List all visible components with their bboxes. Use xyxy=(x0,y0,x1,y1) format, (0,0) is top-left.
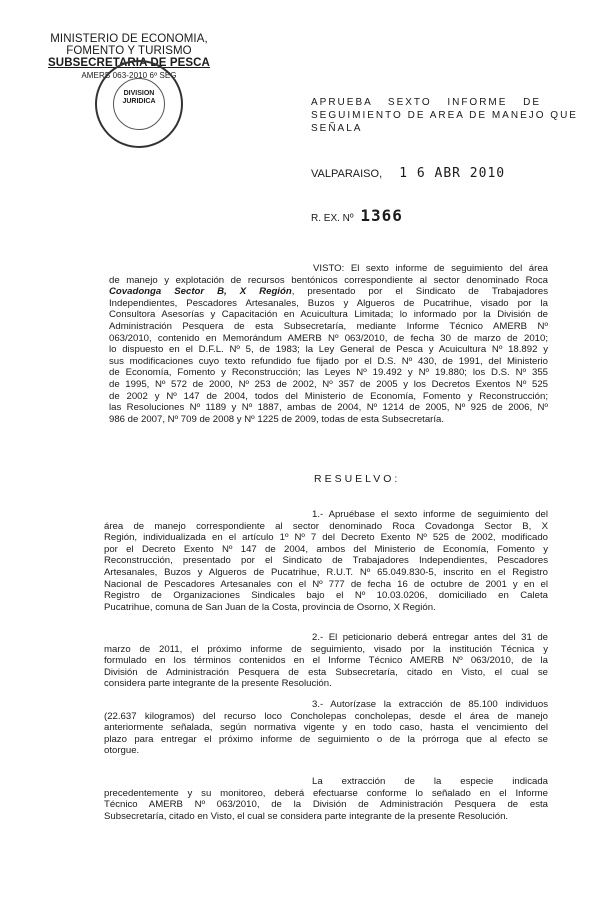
subsecretaria-name: SUBSECRETARIA DE PESCA xyxy=(48,57,210,69)
place-date xyxy=(311,166,551,181)
visto-line: Independientes, Pescadores Artesanales, Buzos y Algueros de Pucatrihue, visado por la xyxy=(109,297,548,309)
reference-code: AMERB 063-2010 6º SEG xyxy=(81,71,177,80)
p4-line: Técnico AMERB Nº 063/2010, de la División de Administración Pesquera de esta xyxy=(104,799,548,811)
resuelvo-paragraph-3 xyxy=(104,699,548,757)
visto-line xyxy=(109,275,548,287)
ministry-name-2: FOMENTO Y TURISMO xyxy=(66,45,192,57)
p1-line: Registro de Organizaciones Sindicales bajo el Nº 10.03.0206, domiciliado en Caleta xyxy=(104,590,548,602)
resolution-label: R. EX. Nº xyxy=(311,213,354,224)
division-juridica-stamp xyxy=(95,60,183,148)
visto-line: de 1995, Nº 572 de 2000, Nº 253 de 2002, Nº 357 de 2005 y los Decretos Exentos Nº 525 xyxy=(109,378,548,390)
p1-line: Reconstrucción, presentado por el Sindicato de Trabajadores Independientes, Pescadores xyxy=(104,555,548,567)
p1-line: Nacional de Pescadores Artesanales con el Nº 777 de fecha 16 de octubre de 2001 y en el xyxy=(104,578,548,590)
p2-line: División de Administración Pesquera de esta Subsecretaría, citado en Visto, el cual se xyxy=(104,666,548,678)
visto-line: las Resoluciones Nº 1189 y Nº 1887, ambas de 2004, Nº 1214 de 2005, Nº 925 de 2006, Nº xyxy=(109,402,548,414)
visto-line: sus modificaciones cuyo texto refundido fue fijado por el D.S. Nº 430, de 1991, del Ministerio xyxy=(109,355,548,367)
visto-line: VISTO: El sexto informe de seguimiento del área xyxy=(313,263,548,274)
subject-line-1: APRUEBA SEXTO INFORME DE xyxy=(311,97,541,108)
place: VALPARAISO, xyxy=(311,168,383,180)
resuelvo-paragraph-2 xyxy=(104,632,548,690)
resolution-subject xyxy=(311,96,578,135)
visto-paragraph xyxy=(109,263,548,425)
visto-line-text: de manejo y explotación de recursos bentónicos correspondiente al sector denominado Roca xyxy=(109,274,548,286)
stamp-line-1: DIVISION xyxy=(123,90,155,97)
visto-line: Administración Pesquera de esta Subsecretaría, mediante Informe Técnico AMERB Nº xyxy=(109,320,548,332)
stamp-text xyxy=(109,90,169,106)
p3-line: (22.637 kilogramos) del recurso loco Concholepas concholepas, desde el área de manejo xyxy=(104,710,548,722)
visto-line: 986 de 2007, Nº 709 de 2008 y Nº 1225 de 2009, todas de esta Subsecretaría. xyxy=(109,413,445,425)
p4-line: La extracción de la especie indicada xyxy=(312,776,548,787)
p3-line: plazo para entregar el próximo informe de seguimiento o de la prórroga que al efecto se xyxy=(104,733,548,745)
resolution-number-block xyxy=(311,206,403,225)
visto-line: de 2002 y Nº 147 de 2004, todos del Ministerio de Economía, Fomento y Reconstrucción; xyxy=(109,390,548,402)
subject-line-3: SEÑALA xyxy=(311,123,363,134)
visto-line: 063/2010, contenido en Memorándum AMERB Nº 063/2010, de fecha 30 de marzo de 2010; xyxy=(109,332,548,344)
resuelvo-paragraph-4 xyxy=(104,776,548,822)
visto-line: Consultora Asesorías y Capacitación en Acuicultura Limitada; lo informado por la División de xyxy=(109,309,548,321)
ministry-name: MINISTERIO DE ECONOMIA, xyxy=(50,33,208,45)
emphasis: Covadonga Sector B, X Región xyxy=(109,286,292,298)
p2-line: considera parte integrante de la presente Resolución. xyxy=(104,678,332,690)
p1-line: Región, individualizada en el artículo 1º Nº 7 del Decreto Exento Nº 525 de 2002, modificado xyxy=(104,532,548,544)
p1-line: 1.- Apruébase el sexto informe de seguimiento del xyxy=(312,509,548,520)
p3-line: anteriormente señalada, según normativa vigente y en todo caso, hasta el vencimiento del xyxy=(104,722,548,734)
resolution-number: 1366 xyxy=(360,206,403,225)
stamp-line-2: JURIDICA xyxy=(122,98,156,105)
visto-line: lo dispuesto en el D.F.L. Nº 5, de 1983; la Ley General de Pesca y Acuicultura Nº 18.892 y xyxy=(109,344,548,356)
p4-line: Subsecretaría, citado en Visto, el cual se considera parte integrante de la presente Resolución. xyxy=(104,810,509,822)
p2-line: marzo de 2011, el próximo informe de seguimiento, visado por la institución Técnica y xyxy=(104,643,548,655)
p2-line: 2.- El peticionario deberá entregar antes del 31 de xyxy=(312,632,548,643)
p1-line: Artesanales, Buzos y Algueros de Pucatrihue, R.U.T. Nº 65.049.830-5, inscrito en el Registro xyxy=(104,566,548,578)
visto-line: de Economía, Fomento y Reconstrucción; las Leyes Nº 19.492 y Nº 19.880; los D.S. Nº 355 xyxy=(109,367,548,379)
p1-line: por el Decreto Exento Nº 147 de 2004, ambos del Ministerio de Economía, Fomento y xyxy=(104,543,548,555)
p3-line: otorgue. xyxy=(104,745,140,757)
subject-line-2: SEGUIMIENTO DE AREA DE MANEJO QUE xyxy=(311,110,578,121)
visto-line: Covadonga Sector B, X Región, presentado por el Sindicato de Trabajadores xyxy=(109,286,548,298)
p1-line: Pucatrihue, comuna de San Juan de la Costa, provincia de Osorno, X Región. xyxy=(104,601,436,613)
resuelvo-paragraph-1 xyxy=(104,509,548,613)
p4-line: precedentemente y su monitoreo, deberá efectuarse conforme lo señalado en el Informe xyxy=(104,787,548,799)
date-stamp: 1 6 ABR 2010 xyxy=(399,166,506,181)
resuelvo-heading: RESUELVO: xyxy=(314,473,401,485)
p3-line: 3.- Autorízase la extracción de 85.100 individuos xyxy=(312,699,548,710)
p1-line: área de manejo correspondiente al sector denominado Roca Covadonga Sector B, X xyxy=(104,520,548,532)
p2-line: formulado en los términos contenidos en el Informe Técnico AMERB Nº 063/2010, de la xyxy=(104,655,548,667)
